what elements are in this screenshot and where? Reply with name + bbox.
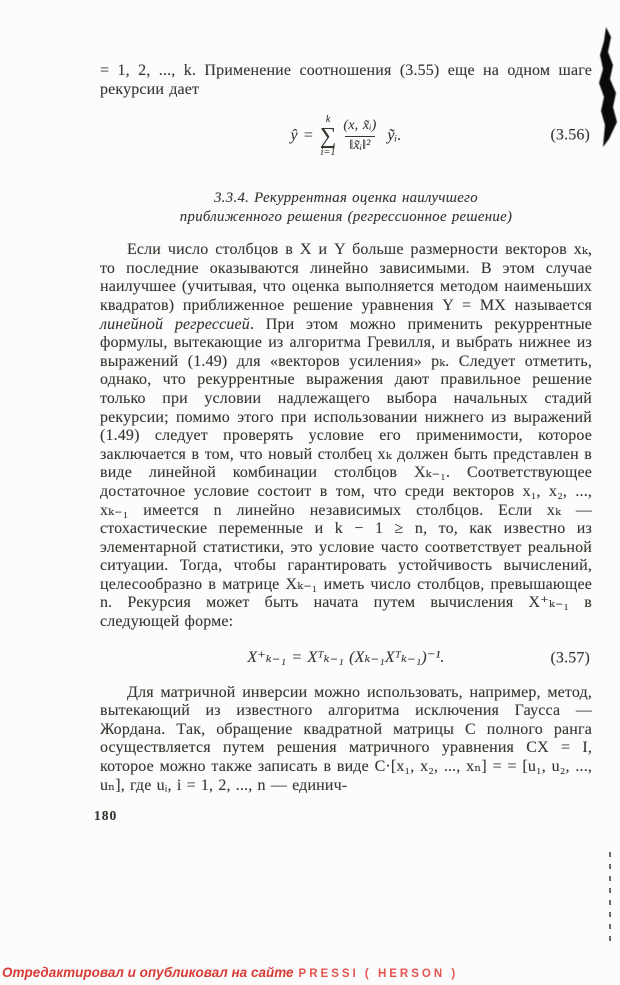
watermark [2,965,458,980]
section-heading-line1: 3.3.4. Рекуррентная оценка наилучшего [214,190,478,207]
watermark-text: Отредактировал и опубликовал на сайте [2,965,294,980]
equation-3-57 [100,646,592,672]
ink-smudge [591,27,619,149]
paragraph-1-text-a: Если число столбцов в X и Y больше размерности векторов xₖ, то последние оказываются линейно зависимыми. В этом случае наилучшее (учитывая, что оценка выполняется методом наименьших квадратов) приближенное решение уравнения Y = MX называется [100,241,592,314]
fraction-denominator: ‖x̃ᵢ‖² [345,136,374,155]
fraction-numerator: (x, x̃ᵢ) [343,117,377,133]
margin-dashed-line [609,852,611,944]
paragraph-1-text-b: . При этом можно применить рекуррентные формулы, вытекающие из алгоритма Гревилля, и выбрать нижнее из выражений (1.49) для «векторов усиления» pₖ. Следует отметить, однако, что рекуррентные выражения дают правильное решение только при условии надлежащего выбора начальных стадий рекурсии; помимо этого при использовании нижнего из выражений (1.49) следует проверять условие его применимости, которое заключается в том, что новый столбец xₖ должен быть представлен в виде линейной комбинации столбцов Xₖ₋₁. Соответствующее достаточное условие состоит в том, что среди векторов x₁, x₂, ..., xₖ₋₁ имеется n линейно независимых столбцов. Если xₖ — стохастические переменные и k − 1 ≥ n, то, как известно из элементарной статистики, это условие часто соответствует реальной ситуации. Тогда, чтобы гарантировать устойчивость вычислений, целесообразно в матрице Xₖ₋₁ иметь число столбцов, превышающее n. Рекурсия может быть начата путем вычисления X⁺ₖ₋₁ в следующей форме: [100,315,593,631]
equation-body [290,114,401,158]
equation-lhs: ŷ = [290,126,314,144]
equation-tail: ỹᵢ. [387,126,402,144]
equation-number: (3.56) [550,126,590,144]
sigma-glyph: ∑ [319,123,337,149]
fraction [339,118,380,155]
sum-upper-limit: k [325,114,331,126]
watermark-brand: PRESSI ( HERSON ) [298,968,459,980]
paragraph-1 [100,241,592,631]
paragraph-continuation: = 1, 2, ..., k. Применение соотношения (3.55) еще на одном шаге рекурсии дает [100,62,592,98]
summation-symbol [320,114,337,158]
equation-number: (3.57) [550,649,590,667]
page-number: 180 [94,808,118,824]
sum-lower-limit: i=1 [320,147,336,159]
equation-3-56 [100,108,592,164]
equation-body: X⁺ₖ₋₁ = Xᵀₖ₋₁ (Xₖ₋₁Xᵀₖ₋₁)⁻¹. [247,649,445,667]
section-heading [100,189,592,227]
paragraph-2: Для матричной инверсии можно использовать, например, метод, вытекающий из известного алгоритма исключения Гаусса — Жордана. Так, обращение квадратной матрицы C полного ранга осуществляется путем решения матричного уравнения CX = I, которое можно также записать в виде C·[x₁, x₂, ..., xₙ] = = [u₁, u₂, ..., uₙ], где uᵢ, i = 1, 2, ..., n — единич- [100,683,592,794]
italic-term-linear-regression: линейной регрессией [100,315,250,333]
section-heading-line2: приближенного решения (регрессионное решение) [179,209,513,226]
text-column [94,62,593,826]
